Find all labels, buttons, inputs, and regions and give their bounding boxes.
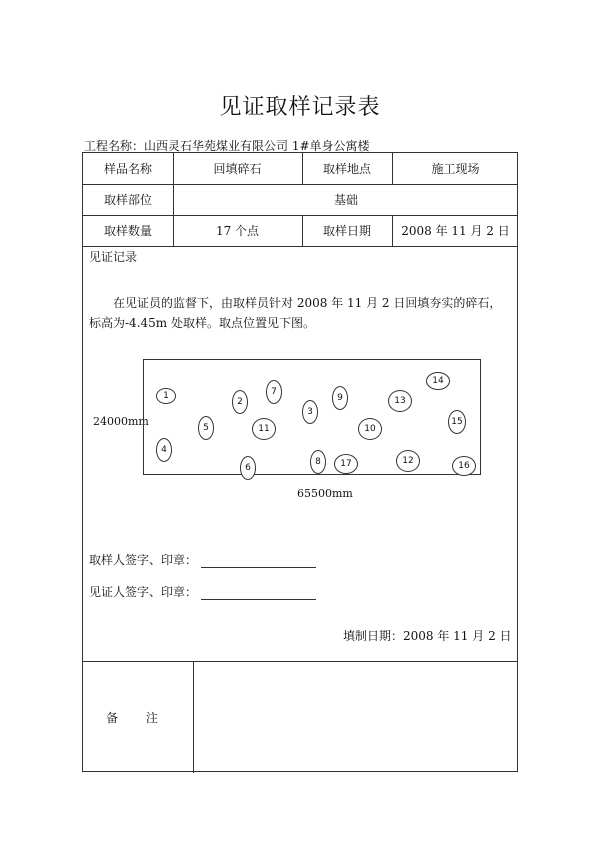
sampling-point-17: 17 bbox=[334, 454, 358, 474]
record-sheet bbox=[82, 152, 518, 772]
sampling-point-16: 16 bbox=[452, 456, 476, 476]
sample-quantity-label: 取样数量 bbox=[103, 224, 152, 238]
sampling-point-13: 13 bbox=[388, 390, 412, 412]
sample-name-label: 样品名称 bbox=[103, 162, 152, 176]
sampling-part-label: 取样部位 bbox=[103, 193, 152, 207]
sampling-part-value: 基础 bbox=[333, 193, 358, 207]
dimension-vertical: 24000mm bbox=[93, 415, 149, 428]
witness-signature-line bbox=[201, 587, 316, 600]
sampler-signature-line bbox=[201, 555, 316, 568]
sampling-point-5: 5 bbox=[198, 416, 214, 440]
witness-signature-row bbox=[89, 583, 316, 600]
sampling-point-11: 11 bbox=[252, 418, 276, 440]
sampling-point-1: 1 bbox=[156, 388, 176, 404]
column-divider bbox=[193, 661, 194, 773]
sampling-point-9: 9 bbox=[332, 386, 348, 410]
sampling-point-15: 15 bbox=[448, 410, 466, 434]
sampler-signature-label: 取样人签字、印章： bbox=[89, 553, 198, 567]
sample-name-value: 回填碎石 bbox=[213, 162, 262, 176]
sampling-points-diagram bbox=[143, 359, 481, 475]
sampling-location-label: 取样地点 bbox=[322, 162, 371, 176]
sampler-signature-row bbox=[89, 551, 316, 568]
sample-quantity-value: 17 个点 bbox=[215, 224, 260, 238]
sampling-point-4: 4 bbox=[156, 438, 172, 462]
witness-signature-label: 见证人签字、印章： bbox=[89, 585, 198, 599]
sampling-point-2: 2 bbox=[232, 390, 248, 414]
sampling-point-14: 14 bbox=[426, 372, 450, 390]
witness-record-label: 见证记录 bbox=[89, 250, 138, 264]
sampling-point-3: 3 bbox=[302, 400, 318, 424]
project-name: 工程名称：山西灵石华苑煤业有限公司 1#单身公寓楼 bbox=[84, 139, 370, 153]
sampling-location-value: 施工现场 bbox=[431, 162, 480, 176]
remarks-label: 备 注 bbox=[106, 710, 170, 725]
sampling-point-8: 8 bbox=[310, 450, 326, 474]
sampling-point-12: 12 bbox=[396, 450, 420, 472]
sampling-date-label: 取样日期 bbox=[322, 224, 371, 238]
sampling-point-7: 7 bbox=[266, 380, 282, 404]
dimension-horizontal: 65500mm bbox=[297, 487, 353, 500]
fill-date: 填制日期：2008 年 11 月 2 日 bbox=[343, 629, 512, 643]
sampling-point-10: 10 bbox=[358, 418, 382, 440]
sampling-point-6: 6 bbox=[240, 456, 256, 480]
sampling-date-value: 2008 年 11 月 2 日 bbox=[401, 224, 510, 238]
page-title: 见证取样记录表 bbox=[219, 95, 381, 120]
row-divider bbox=[83, 246, 517, 247]
witness-record-text: 在见证员的监督下，由取样员针对 2008 年 11 月 2 日回填夯实的碎石，标高为-4.45m 处取样。取点位置见下图。 bbox=[89, 296, 502, 330]
